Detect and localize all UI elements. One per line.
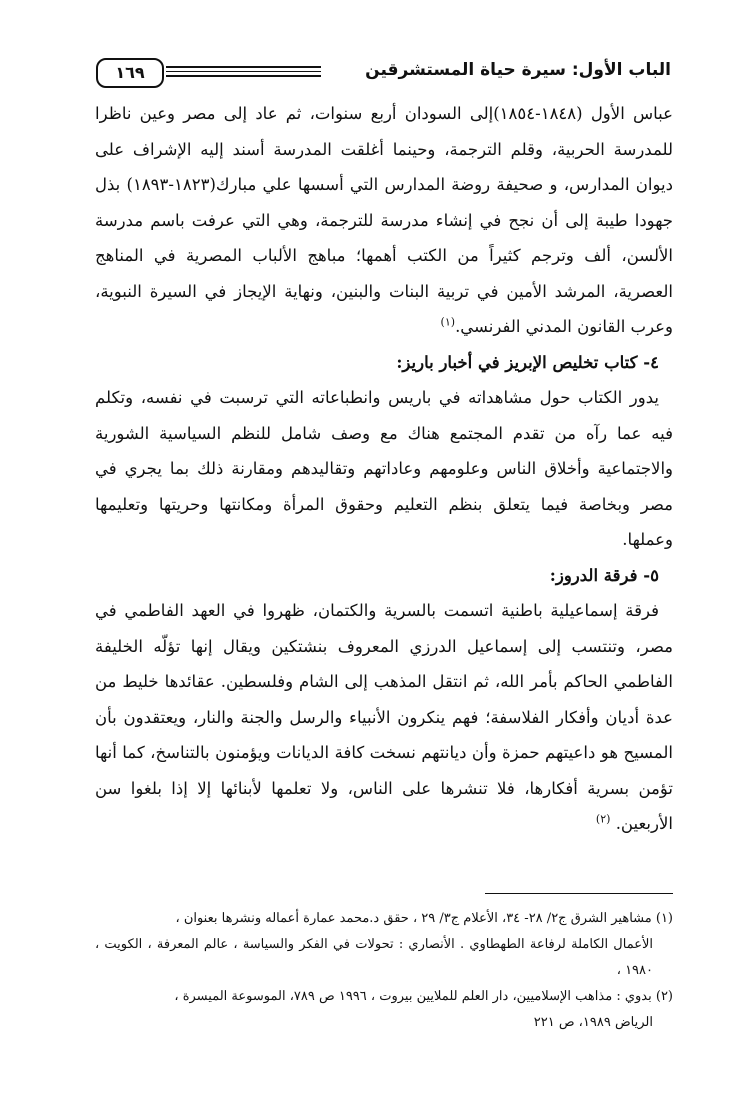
chapter-title: الباب الأول: سيرة حياة المستشرقين	[365, 60, 671, 80]
footnotes	[95, 906, 673, 1036]
header-decorative-rule	[166, 66, 321, 78]
section-heading-5: ٥- فرقة الدروز:	[549, 565, 659, 585]
section-heading-4: ٤- كتاب تخليص الإبريز في أخبار باريز:	[396, 352, 659, 372]
paragraph-1-text: عباس الأول (١٨٤٨-١٨٥٤)إلى السودان أربع سنوات، ثم عاد إلى مصر وعين ناظرا للمدرسة الحربية، وقلم الترجمة، وحينما أغلقت المدرسة أسند إليه الإشراف على ديوان المدارس، و صحيفة روضة المدارس التي أسسها علي مبارك(١٨٢٣-١٨٩٣) بذل جهودا طيبة إلى أن نجح في إنشاء مدرسة للترجمة، وهي التي عرفت باسم مدرسة الألسن، ألف وترجم كثيراً من الكتب أهمها؛ مباهج الألباب المصرية في المناهج العصرية، المرشد الأمين في تربية البنات والبنين، ونهاية الإيجاز في السيرة النبوية، وعرب القانون المدني الفرنسي.	[95, 104, 673, 336]
footnote-separator	[485, 893, 673, 894]
paragraph-2: يدور الكتاب حول مشاهداته في باريس وانطباعاته التي ترسبت في نفسه، وتكلم فيه عما رآه من تقدم المجتمع هناك مع وصف شامل للنظم السياسية الشورية والاجتماعية وأخلاق الناس وعلومهم وعاداتهم وتقاليدهم ومقارنة ذلك بما يجري في مصر وبخاصة فيما يتعلق بنظم التعليم وحقوق المرأة ومكانتها وحريتها وتعليمها وعملها.	[95, 388, 673, 549]
footnote-1-line-2: الأعمال الكاملة لرفاعة الطهطاوي . الأنصاري : تحولات في الفكر والسياسة ، عالم المعرفة ، الكويت ، ١٩٨٠ ،	[95, 937, 653, 978]
paragraph-3	[95, 593, 673, 842]
paragraph-3-text: فرقة إسماعيلية باطنية اتسمت بالسرية والكتمان، ظهروا في العهد الفاطمي في مصر، وتنتسب إلى إسماعيل الدرزي المعروف بنشتكين ويقال إنها تؤلّه الخليفة الفاطمي الحاكم بأمر الله، ثم انتقل المذهب إلى الشام وفلسطين. عقائدها خليط من عدة أديان وأفكار الفلاسفة؛ فهم ينكرون الأنبياء والرسل والجنة والنار، ويعتقدون بأن المسيح هو داعيتهم حمزة وأن ديانتهم نسخت كافة الديانات ويؤمنون بالتناسخ، كما أنها تؤمن بسرية أفكارها، فلا تنشرها على الناس، ولا تعلمها لأبنائها إلا إذا بلغوا سن الأربعين.	[95, 601, 673, 833]
footnote-1-line-1: (١) مشاهير الشرق ج٢/ ٢٨- ٣٤، الأعلام ج٣/ ٢٩ ، حقق د.محمد عمارة أعماله ونشرها بعنوان ،	[175, 911, 673, 926]
paragraph-1	[95, 96, 673, 345]
page-number: ١٦٩	[96, 58, 164, 88]
main-text	[95, 96, 673, 842]
footnote-ref-1: (١)	[440, 315, 456, 329]
footnote-ref-2: (٢)	[595, 812, 611, 826]
footnote-2-line-1: (٢) بدوي : مذاهب الإسلاميين، دار العلم للملايين بيروت ، ١٩٩٦ ص ٧٨٩، الموسوعة الميسرة ،	[174, 989, 673, 1004]
page-header	[96, 58, 671, 92]
footnote-2-line-2: الرياض ١٩٨٩، ص ٢٢١	[533, 1015, 653, 1030]
